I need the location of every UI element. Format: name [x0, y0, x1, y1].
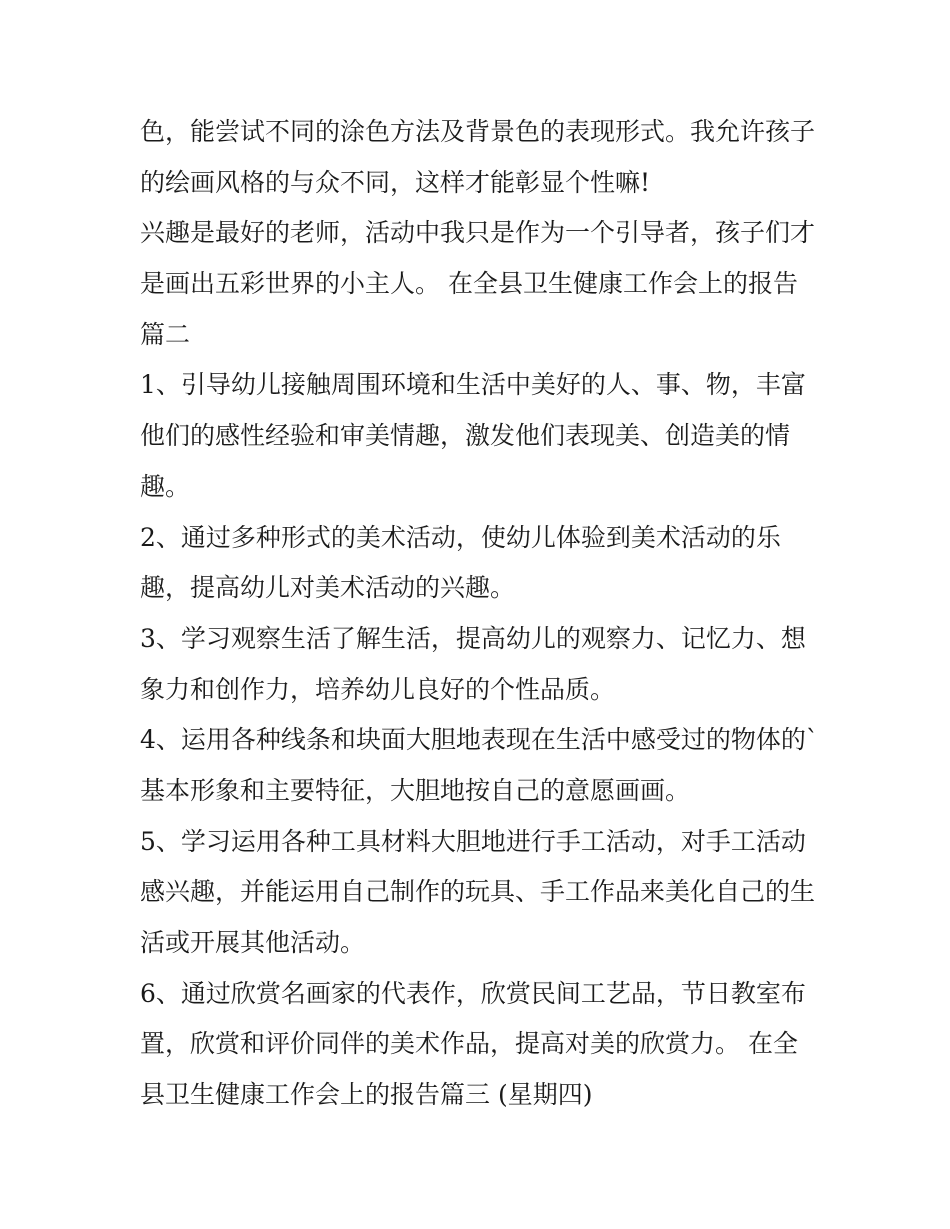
list-item-4-line: 基本形象和主要特征，大胆地按自己的意愿画画。	[140, 775, 691, 805]
list-item-6-line: 6、通过欣赏名画家的代表作，欣赏民间工艺品，节日教室布	[140, 978, 806, 1008]
list-item-5-line: 感兴趣，并能运用自己制作的玩具、手工作品来美化自己的生	[140, 877, 816, 907]
list-item-2-line: 2、通过多种形式的美术活动，使幼儿体验到美术活动的乐	[140, 522, 781, 552]
text-line: 兴趣是最好的老师，活动中我只是作为一个引导者，孩子们才	[140, 218, 816, 248]
document-body	[140, 107, 820, 1121]
list-item-6-line: 县卫生健康工作会上的报告篇三 (星期四)	[140, 1080, 593, 1110]
list-item-3-line: 3、学习观察生活了解生活，提高幼儿的观察力、记忆力、想	[140, 623, 806, 653]
list-item-3-line: 象力和创作力，培养幼儿良好的个性品质。	[140, 674, 616, 704]
list-item-5-line: 活或开展其他活动。	[140, 928, 366, 957]
text-line: 的绘画风格的与众不同，这样才能彰显个性嘛!	[140, 167, 651, 197]
section-heading-line: 篇二	[140, 319, 191, 349]
list-item-4-line: 4、运用各种线条和块面大胆地表现在生活中感受过的物体的`	[140, 725, 819, 755]
list-item-1-line: 趣。	[140, 471, 191, 501]
list-item-1-line: 1、引导幼儿接触周围环境和生活中美好的人、事、物，丰富	[140, 370, 806, 400]
text-line: 是画出五彩世界的小主人。 在全县卫生健康工作会上的报告	[140, 269, 798, 299]
list-item-5-line: 5、学习运用各种工具材料大胆地进行手工活动，对手工活动	[140, 826, 806, 856]
list-item-6-line: 置，欣赏和评价同伴的美术作品，提高对美的欣赏力。 在全	[140, 1029, 798, 1059]
text-line: 色，能尝试不同的涂色方法及背景色的表现形式。我允许孩子	[140, 117, 816, 146]
list-item-1-line: 他们的感性经验和审美情趣，激发他们表现美、创造美的情	[140, 421, 791, 451]
list-item-2-line: 趣，提高幼儿对美术活动的兴趣。	[140, 573, 516, 603]
